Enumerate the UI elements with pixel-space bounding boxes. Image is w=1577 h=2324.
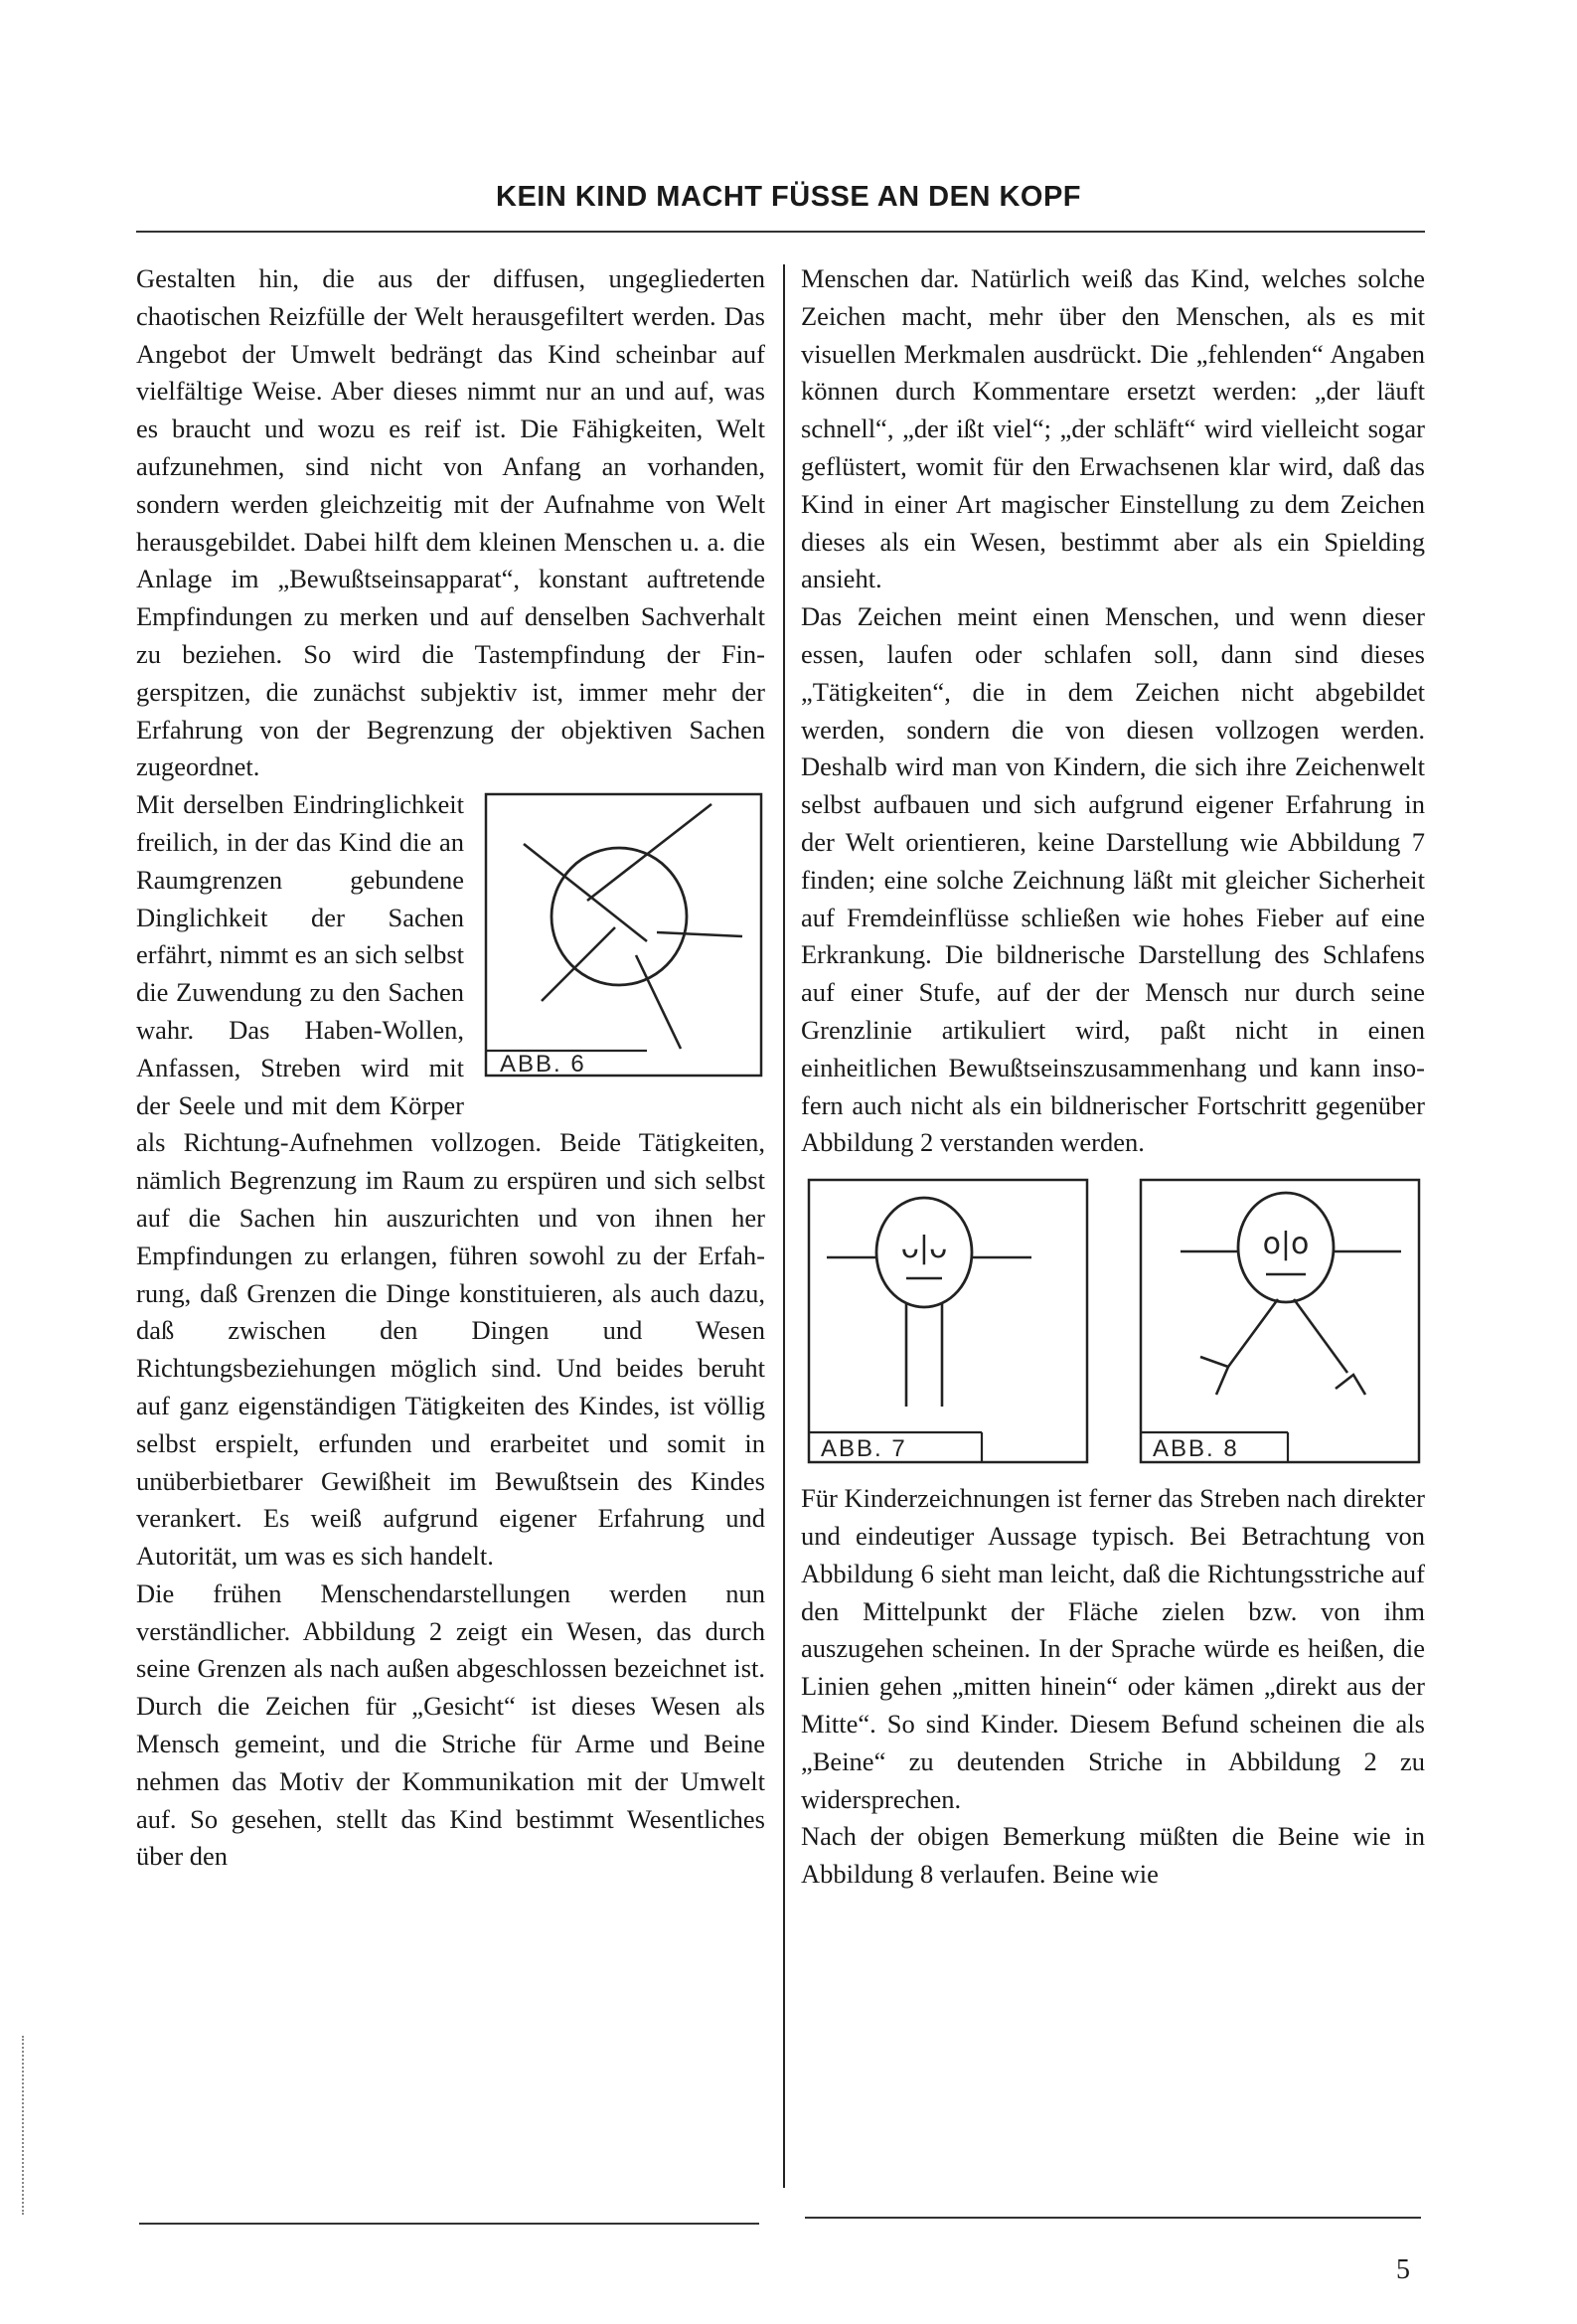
figure-abb-8-face: o|o: [1262, 1227, 1310, 1262]
figure-abb-7-face: ᴗ|ᴗ: [900, 1231, 948, 1266]
figure-abb-6-stroke: [657, 932, 742, 936]
figure-abb-7-drawing: [807, 1178, 1091, 1466]
footer-rule-right: [805, 2217, 1421, 2219]
left-column: [136, 260, 765, 1876]
figure-abb-6-stroke: [542, 927, 615, 1001]
column-divider: [783, 264, 785, 2188]
figure-abb-8-foot-left: [1200, 1357, 1228, 1395]
figure-abb-8-leg-right: [1294, 1299, 1347, 1373]
footer-rule-left: [139, 2223, 759, 2225]
page-header: KEIN KIND MACHT FÜSSE AN DEN KOPF: [496, 181, 1081, 213]
figure-abb-7: [807, 1178, 1091, 1466]
figure-abb-8-frame: [1141, 1180, 1419, 1462]
page-number: 5: [1396, 2254, 1410, 2285]
right-column: [801, 260, 1425, 1894]
left-paragraph-1: Gestalten hin, die aus der diffusen, ungegliederten chaotischen Reizfülle der Welt herausgefiltert werden. Das Angebot der Umwelt bedrängt das Kind scheinbar auf vielfältige Weise. Aber dieses nimmt nur an und auf, was es braucht und wozu es reif ist. Die Fähigkeiten, Welt aufzunehmen, sind nicht von Anfang an vorhanden, sondern werden gleichzeitig mit der Aufnahme von Welt herausgebildet. Dabei hilft dem kleinen Menschen u. a. die Anlage im „Bewußtseinsapparat“, konstant auftretende Empfindungen zu merken und auf denselben Sachverhalt zu beziehen. So wird die Tastempfindung der Fingerspitzen, die zunächst subjektiv ist, immer mehr der Erfahrung von der Begrenzung der objektiven Sachen zugeordnet.: [136, 263, 765, 782]
figure-abb-6-drawing: [480, 790, 765, 1081]
figure-abb-6-circle: [552, 848, 687, 985]
right-paragraph-4: Nach der obigen Bemerkung müßten die Beine wie in Abbildung 8 verlaufen. Beine wie: [801, 1821, 1425, 1890]
figure-abb-6-stroke: [636, 955, 681, 1049]
left-paragraph-3: Die frühen Menschendarstellungen werden nun verständlicher. Abbildung 2 zeigt ein Wesen, das durch seine Grenzen als nach außen abgeschlossen bezeichnet ist. Durch die Zeichen für „Gesicht“ ist dieses Wesen als Mensch gemeint, und die Striche für Arme und Beine nehmen das Motiv der Kommunikation mit der Umwelt auf. So gesehen, stellt das Kind bestimmt Wesentliches über den: [136, 1577, 765, 1872]
figure-abb-8-leg-left: [1228, 1299, 1278, 1367]
right-paragraph-1: Menschen dar. Natürlich weiß das Kind, welches solche Zeichen macht, mehr über den Menschen, als es mit visuellen Merkmalen ausdrückt. Die „fehlenden“ Angaben können durch Kommentare ersetzt werden: „der läuft schnell“, „der ißt viel“; „der schläft“ wird vielleicht sogar geflüstert, womit für den Erwachsenen klar wird, daß das Kind in einer Art magischer Einstellung zu dem Zeichen dieses als ein Wesen, bestimmt aber als ein Spielding ansieht.: [801, 263, 1425, 594]
right-paragraph-2: Das Zeichen meint einen Menschen, und wenn dieser essen, laufen oder schlafen soll, dann sind dieses „Tätigkeiten“, die in dem Zeichen nicht abgebildet werden, sondern die von diesen vollzogen werden. Deshalb wird man von Kindern, die sich ihre Zeichenwelt selbst aufbauen und sich aufgrund eigener Erfahrung in der Welt orientieren, keine Darstellung wie Abbildung 7 finden; eine solche Zeichnung läßt mit gleicher Sicherheit auf Fremdeinflüsse schließen wie hohes Fieber auf eine Erkrankung. Die bildnerische Darstellung des Schlafens auf einer Stufe, auf der der Mensch nur durch seine Grenzlinie artikuliert wird, paßt nicht in einen einheitlichen Bewußtseinszusammenhang und kann insofern auch nicht als ein bildnerischer Fortschritt gegenüber Abbildung 2 verstanden werden.: [801, 601, 1425, 1158]
figure-abb-8-label: ABB. 8: [1153, 1435, 1239, 1463]
figure-abb-6-stroke: [524, 844, 647, 941]
figure-abb-6-label: ABB. 6: [500, 1051, 586, 1079]
figure-row-abb-7-8: [807, 1178, 1423, 1466]
left-paragraph-2: Mit derselben Eindringlichkeit freilich, in der das Kind die an Raumgrenzen gebundene Dinglichkeit der Sachen erfährt, nimmt es an sich selbst die Zuwendung zu den Sachen wahr. Das Haben-Wollen, Anfassen, Streben wird mit der Seele und mit dem Körper als Richtung-Aufnehmen vollzogen. Beide Tätigkeiten, nämlich Begrenzung im Raum zu erspüren und sich selbst auf die Sachen hin auszurichten und von ihnen her Empfindungen zu erlangen, führen sowohl zu der Erfahrung, daß Grenzen die Dinge konstituieren, als auch dazu, daß zwischen den Dingen und Wesen Richtungsbeziehungen möglich sind. Und beides beruht auf ganz eigenständigen Tätigkeiten des Kindes, ist völlig selbst erspielt, erfunden und erarbeitet und somit in unüberbietbarer Gewißheit im Bewußtsein des Kindes verankert. Es weiß aufgrund eigener Erfahrung und Autorität, um was es sich handelt.: [136, 789, 765, 1572]
figure-abb-8-foot-right: [1336, 1375, 1365, 1395]
figure-abb-7-label: ABB. 7: [821, 1435, 907, 1463]
figure-abb-6: [480, 790, 765, 1081]
figure-abb-7-frame: [809, 1180, 1087, 1462]
figure-abb-6-stroke: [587, 804, 711, 901]
right-paragraph-3: Für Kinderzeichnungen ist ferner das Streben nach direkter und eindeutiger Aussage typisch. Bei Betrachtung von Abbildung 6 sieht man leicht, daß die Richtungsstriche auf den Mittelpunkt der Fläche zielen bzw. von ihm auszugehen scheinen. In der Sprache würde es heißen, die Linien gehen „mitten hinein“ oder kämen „direkt aus der Mitte“. So sind Kinder. Diesem Befund scheinen die als „Beine“ zu deutenden Striche in Abbildung 2 zu widersprechen.: [801, 1483, 1425, 1814]
header-rule: [136, 231, 1425, 233]
figure-abb-8: [1139, 1178, 1423, 1466]
figure-abb-8-drawing: [1139, 1178, 1423, 1466]
scan-margin-mark: [22, 2036, 24, 2215]
